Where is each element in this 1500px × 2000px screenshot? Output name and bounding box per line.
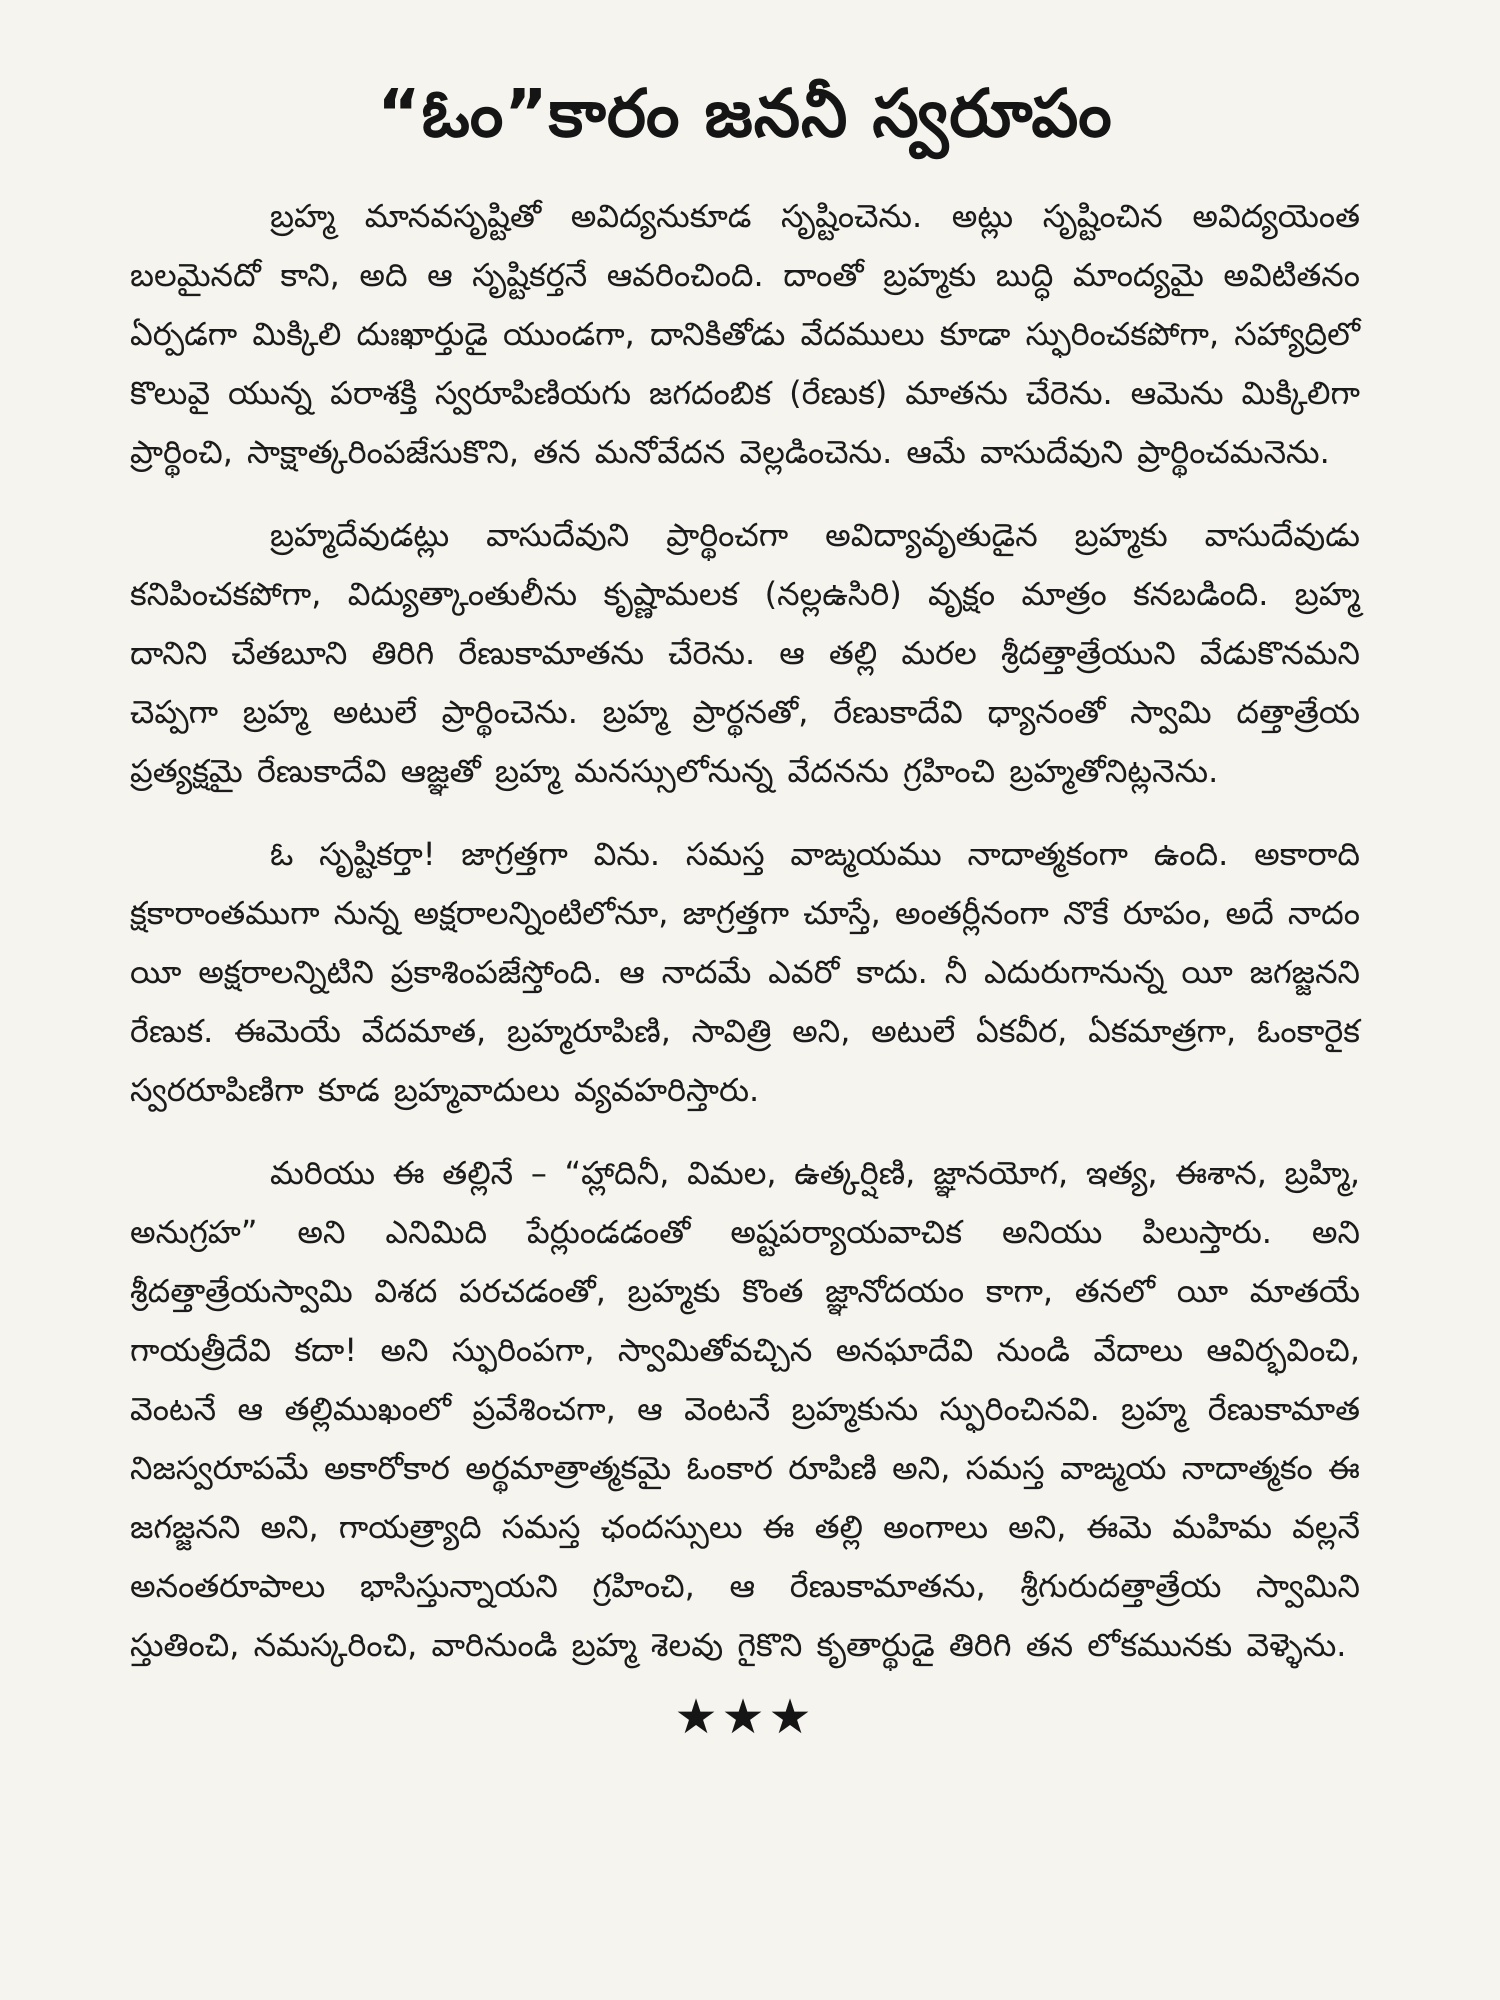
paragraph-3: ఓ సృష్టికర్తా! జాగ్రత్తగా విను. సమస్త వాఙ్మయము నాదాత్మకంగా ఉంది. అకారాది క్షకారాంతముగా నున్న అక్షరాలన్నింటిలోనూ, జాగ్రత్తగా చూస్తే, అంతర్లీనంగా నొకే రూపం, అదే నాదం యీ అక్షరాలన్నిటిని ప్రకాశింపజేస్తోంది. ఆ నాదమే ఎవరో కాదు. నీ ఎదురుగానున్న యీ జగజ్జనని రేణుక. ఈమెయే వేదమాత, బ్రహ్మరూపిణి, సావిత్రి అని, అటులే ఏకవీర, ఏకమాత్రగా, ఓంకారైక స్వరరూపిణిగా కూడ బ్రహ్మవాదులు వ్యవహరిస్తారు. (130, 835, 1360, 1110)
end-ornament: ★★★ (674, 1689, 816, 1746)
document-title: “ఓం”కారం జననీ స్వరూపం (377, 75, 1113, 152)
paragraph-2: బ్రహ్మదేవుడట్లు వాసుదేవుని ప్రార్థించగా అవిద్యావృతుడైన బ్రహ్మకు వాసుదేవుడు కనిపించకపోగా, విద్యుత్కాంతులీను కృష్ణామలక (నల్లఉసిరి) వృక్షం మాత్రం కనబడింది. బ్రహ్మ దానిని చేతబూని తిరిగి రేణుకామాతను చేరెను. ఆ తల్లి మరల శ్రీదత్తాత్రేయుని వేడుకొనమని చెప్పగా బ్రహ్మ అటులే ప్రార్థించెను. బ్రహ్మ ప్రార్థనతో, రేణుకాదేవి ధ్యానంతో స్వామి దత్తాత్రేయ ప్రత్యక్షమై రేణుకాదేవి ఆజ్ఞతో బ్రహ్మ మనస్సులోనున్న వేదనను గ్రహించి బ్రహ్మతోనిట్లనెను. (130, 516, 1360, 791)
document-body (130, 187, 1360, 1675)
paragraph-4: మరియు ఈ తల్లినే – “హ్లాదినీ, విమల, ఉత్కర్షిణి, జ్ఞానయోగ, ఇత్య, ఈశాన, బ్రహ్మి, అనుగ్రహ” అని ఎనిమిది పేర్లుండడంతో అష్టపర్యాయవాచిక అనియు పిలుస్తారు. అని శ్రీదత్తాత్రేయస్వామి విశద పరచడంతో, బ్రహ్మకు కొంత జ్ఞానోదయం కాగా, తనలో యీ మాతయే గాయత్రీదేవి కదా! అని స్ఫురింపగా, స్వామితోవచ్చిన అనఘాదేవి నుండి వేదాలు ఆవిర్భవించి, వెంటనే ఆ తల్లిముఖంలో ప్రవేశించగా, ఆ వెంటనే బ్రహ్మకును స్ఫురించినవి. బ్రహ్మ రేణుకామాత నిజస్వరూపమే అకారోకార అర్థమాత్రాత్మకమై ఓంకార రూపిణి అని, సమస్త వాఙ్మయ నాదాత్మకం ఈ జగజ్జనని అని, గాయత్ర్యాది సమస్త ఛందస్సులు ఈ తల్లి అంగాలు అని, ఈమె మహిమ వల్లనే అనంతరూపాలు భాసిస్తున్నాయని గ్రహించి, ఆ రేణుకామాతను, శ్రీగురుదత్తాత్రేయ స్వామిని స్తుతించి, నమస్కరించి, వారినుండి బ్రహ్మ శెలవు గైకొని కృతార్థుడై తిరిగి తన లోకమునకు వెళ్ళెను. (130, 1154, 1360, 1665)
paragraph-1: బ్రహ్మ మానవసృష్టితో అవిద్యనుకూడ సృష్టించెను. అట్లు సృష్టించిన అవిద్యయెంత బలమైనదో కాని, అది ఆ సృష్టికర్తనే ఆవరించింది. దాంతో బ్రహ్మకు బుద్ధి మాంద్యమై అవిటితనం ఏర్పడగా మిక్కిలి దుఃఖార్తుడై యుండగా, దానికితోడు వేదములు కూడా స్ఫురించకపోగా, సహ్యాద్రిలో కొలువై యున్న పరాశక్తి స్వరూపిణియగు జగదంబిక (రేణుక) మాతను చేరెను. ఆమెను మిక్కిలిగా ప్రార్థించి, సాక్షాత్కరింపజేసుకొని, తన మనోవేదన వెల్లడించెను. ఆమే వాసుదేవుని ప్రార్థించమనెను. (130, 197, 1360, 472)
